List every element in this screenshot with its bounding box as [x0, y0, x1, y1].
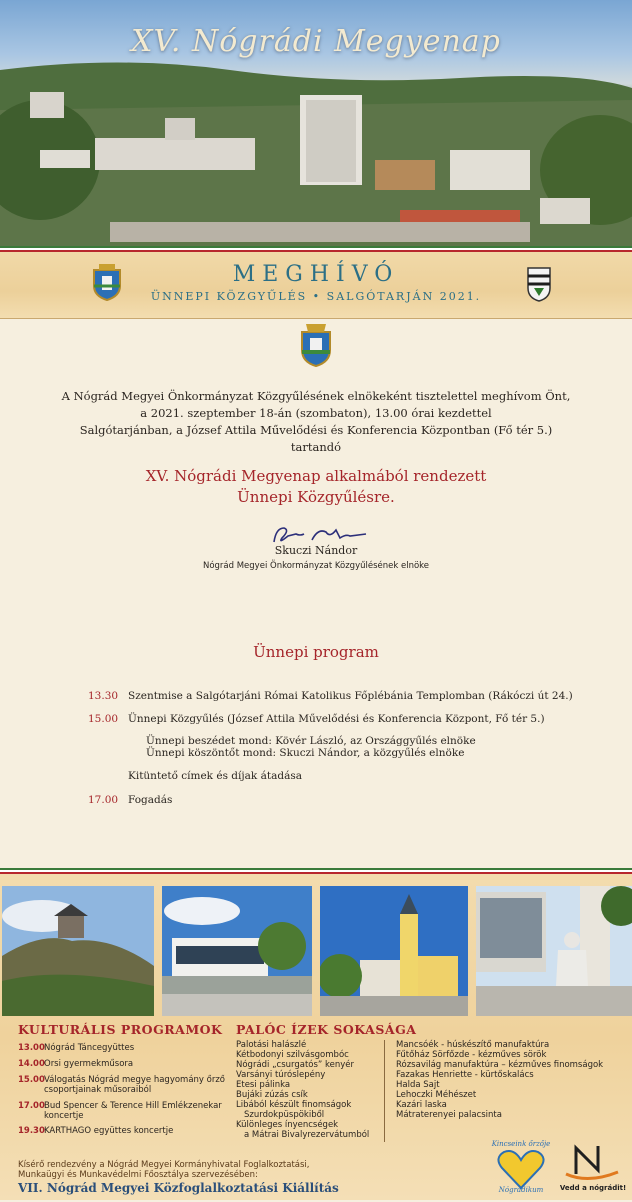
producer-item: Fazakas Henriette - kürtőskalács: [396, 1070, 534, 1080]
program-text: Fogadás: [128, 794, 173, 806]
invitation-heading: MEGHÍVÓ: [232, 262, 400, 287]
program-speech-2: Ünnepi köszöntőt mond: Skuczi Nándor, a közgyűlés elnöke: [146, 747, 465, 759]
cultural-text: Válogatás Nógrád megye hagyomány őrző csoportjainak műsoraiból: [44, 1075, 226, 1095]
program-speech-1: Ünnepi beszédet mond: Kövér László, az Országgyűlés elnöke: [146, 735, 476, 747]
cultural-item: [18, 1075, 226, 1095]
flavors-list-1: [236, 1040, 381, 1140]
signer-title: Nógrád Megyei Önkormányzat Közgyűlésének elnöke: [202, 561, 430, 571]
program-item: [88, 793, 608, 807]
program-awards: Kitüntető címek és díjak átadása: [128, 770, 302, 782]
cultural-time: 17.00: [18, 1101, 45, 1111]
cultural-time: 15.00: [18, 1075, 45, 1085]
cultural-time: 19.30: [18, 1126, 45, 1136]
church-photo: [320, 886, 468, 1016]
statue-photo: [476, 886, 632, 1016]
program-time: 17.00: [88, 794, 119, 806]
producer-item: Mátraterenyei palacsinta: [396, 1110, 502, 1120]
producer-item: Mancsóék - húskészítő manufaktúra: [396, 1040, 550, 1050]
program-item: [88, 712, 608, 726]
invitation-highlight: [40, 466, 592, 508]
cultural-text: Nógrád Táncegyüttes: [44, 1043, 135, 1053]
flavors-title: PALÓC ÍZEK SOKASÁGA: [236, 1022, 417, 1037]
nogradikum-logo-text: Kincseink őrzője: [491, 1140, 551, 1148]
flavor-item: Különleges ínyencségek: [236, 1120, 339, 1130]
flavor-item: Libából készült finomságok: [236, 1100, 352, 1110]
flavor-item: Szurdokpüspökiből: [244, 1110, 325, 1120]
cultural-time: 13.00: [18, 1043, 45, 1053]
highlight-line-1: XV. Nógrádi Megyenap alkalmából rendezett: [145, 467, 487, 485]
nogradikum-logo-sub: Nógrádikum: [498, 1186, 544, 1194]
cultural-item: [18, 1043, 218, 1053]
footer-note-line-2: Munkaügyi és Munkavédelmi Főosztálya szervezésében:: [18, 1170, 258, 1180]
producer-item: Fűtőház Sörfőzde - kézműves sörök: [396, 1050, 547, 1060]
footer-exhibition-title: VII. Nógrád Megyei Közfoglalkoztatási Kiállítás: [18, 1181, 339, 1195]
cultural-time: 14.00: [18, 1059, 45, 1069]
n-hand-logo-icon: [558, 1138, 628, 1184]
invitation-line-4: tartandó: [290, 440, 342, 454]
flavor-item: Bujáki zúzás csík: [236, 1090, 308, 1100]
flavor-item: Kétbodonyi szilvásgombóc: [236, 1050, 349, 1060]
hero-title: XV. Nógrádi Megyenap: [131, 24, 501, 59]
cultural-text: Orsi gyermekműsora: [44, 1059, 134, 1069]
signer-name: Skuczi Nándor: [274, 544, 358, 557]
invitation-line-3: Salgótarjánban, a József Attila Művelődési és Konferencia Központban (Fő tér 5.): [79, 423, 553, 437]
flavors-divider: [384, 1040, 385, 1142]
flavors-list-2: [396, 1040, 626, 1120]
producer-item: Kazári laska: [396, 1100, 447, 1110]
program-time: 13.30: [88, 690, 119, 702]
footer-note-line-1: Kísérő rendezvény a Nógrád Megyei Kormányhivatal Foglalkoztatási,: [18, 1160, 310, 1170]
flavor-item: a Mátrai Bivalyrezervátumból: [244, 1130, 370, 1140]
vedd-a-nogradit-logo: [558, 1138, 628, 1198]
flavor-item: Nógrádi „csurgatós” kenyér: [236, 1060, 355, 1070]
cultural-center-photo: [162, 886, 312, 1016]
program-title: Ünnepi program: [253, 643, 379, 661]
program-time: 15.00: [88, 713, 119, 725]
flavor-item: Palotási halászlé: [236, 1040, 307, 1050]
flavor-item: Varsányi túróslepény: [236, 1070, 326, 1080]
cultural-item: [18, 1101, 222, 1121]
program-text: Szentmise a Salgótarjáni Római Katolikus Főplébánia Templomban (Rákóczi út 24.): [128, 690, 573, 702]
footer-note: [18, 1160, 448, 1180]
program-text: Ünnepi Közgyűlés (József Attila Művelődési és Konferencia Központ, Fő tér 5.): [128, 713, 545, 725]
cultural-item: [18, 1126, 218, 1146]
nogradikum-logo: [488, 1138, 554, 1198]
band-divider: [0, 318, 632, 319]
invitation-subheading: ÜNNEPI KÖZGYŰLÉS • SALGÓTARJÁN 2021.: [150, 290, 482, 303]
castle-photo: [2, 886, 154, 1016]
county-crest-icon: [297, 320, 335, 372]
producer-item: Rózsavilág manufaktúra – kézműves finomságok: [396, 1060, 604, 1070]
invitation-line-1: A Nógrád Megyei Önkormányzat Közgyűlésének elnökeként tisztelettel meghívom Önt,: [61, 389, 571, 403]
flavor-item: Etesi pálinka: [236, 1080, 291, 1090]
cultural-text: Bud Spencer & Terence Hill Emlékzenekar koncertje: [44, 1101, 222, 1121]
highlight-line-2: Ünnepi Közgyűlésre.: [237, 488, 395, 506]
program-item: [88, 689, 608, 703]
cultural-programs-title: KULTURÁLIS PROGRAMOK: [18, 1022, 223, 1037]
cultural-item: [18, 1059, 218, 1069]
producer-item: Lehoczki Méhészet: [396, 1090, 477, 1100]
vedd-a-nogradit-text: Vedd a nógrádit!: [559, 1184, 627, 1192]
invitation-line-2: a 2021. szeptember 18-án (szombaton), 13.00 órai kezdettel: [140, 406, 492, 420]
cultural-text: KARTHAGO együttes koncertje: [44, 1126, 174, 1136]
producer-item: Halda Sajt: [396, 1080, 440, 1090]
